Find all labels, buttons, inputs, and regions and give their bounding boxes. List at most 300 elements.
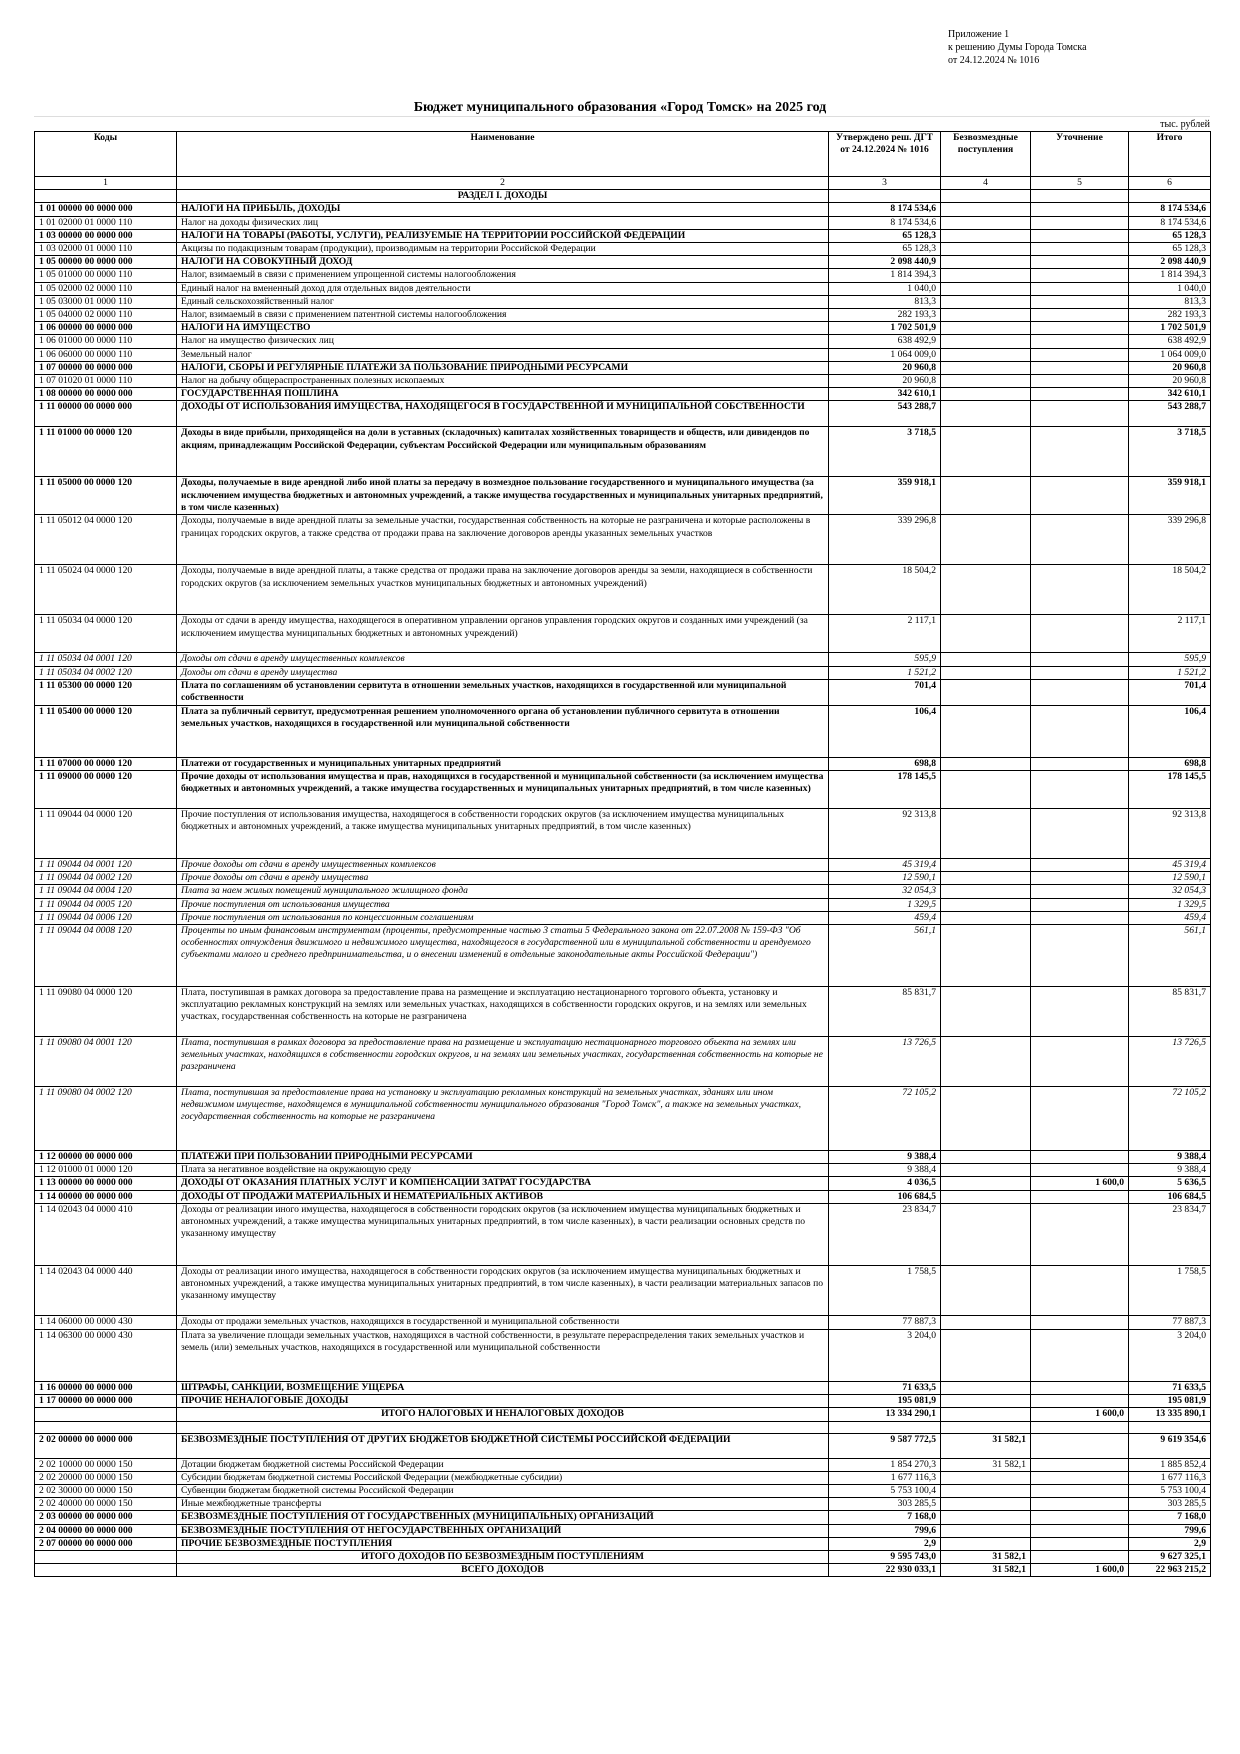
row-code: 1 11 09080 04 0000 120 [35, 987, 177, 1037]
row-approved-value: 106 684,5 [829, 1190, 941, 1203]
row-clarification-value: 1 600,0 [1031, 1177, 1129, 1190]
row-name: Единый сельскохозяйственный налог [177, 295, 829, 308]
table-row [35, 1421, 1211, 1433]
row-total-value: 71 633,5 [1129, 1381, 1211, 1394]
row-code: 1 11 01000 00 0000 120 [35, 427, 177, 477]
row-code: 2 02 30000 00 0000 150 [35, 1484, 177, 1497]
row-gratuitous-value [941, 1151, 1031, 1164]
row-approved-value: 22 930 033,1 [829, 1564, 941, 1577]
appendix-line: от 24.12.2024 № 1016 [948, 55, 1040, 66]
row-clarification-value [1031, 1484, 1129, 1497]
row-approved-value: 178 145,5 [829, 771, 941, 809]
row-total-value: 106 684,5 [1129, 1190, 1211, 1203]
row-code: 1 05 01000 00 0000 110 [35, 269, 177, 282]
row-approved-value: 459,4 [829, 911, 941, 924]
row-approved-value: 92 313,8 [829, 809, 941, 859]
table-row [35, 1433, 1211, 1458]
row-total-value: 18 504,2 [1129, 565, 1211, 615]
row-name: Единый налог на вмененный доход для отдельных видов деятельности [177, 282, 829, 295]
row-clarification-value [1031, 1151, 1129, 1164]
row-total-value: 65 128,3 [1129, 243, 1211, 256]
row-code: 1 01 00000 00 0000 000 [35, 203, 177, 216]
row-gratuitous-value [941, 477, 1031, 515]
row-gratuitous-value [941, 190, 1031, 203]
row-total-value: 1 758,5 [1129, 1265, 1211, 1315]
row-name: Субвенции бюджетам бюджетной системы Российской Федерации [177, 1484, 829, 1497]
row-approved-value: 2,9 [829, 1537, 941, 1550]
row-approved-value: 799,6 [829, 1524, 941, 1537]
row-total-value: 45 319,4 [1129, 859, 1211, 872]
table-row [35, 229, 1211, 242]
row-code: 1 11 05034 04 0000 120 [35, 615, 177, 653]
row-name: Доходы от реализации иного имущества, находящегося в собственности городских округов (за исключением имущества муниципальных бюджетных и автономных учреждений, а также имущества муниципальных унитарных предприятий, в том числе казенных), в части реализации материальных запасов по указанному имуществу [177, 1265, 829, 1315]
row-total-value: 8 174 534,6 [1129, 203, 1211, 216]
table-row [35, 565, 1211, 615]
header-total: Итого [1129, 132, 1211, 177]
row-approved-value: 12 590,1 [829, 872, 941, 885]
appendix-line: к решению Думы Города Томска [948, 42, 1087, 53]
row-name: ПЛАТЕЖИ ПРИ ПОЛЬЗОВАНИИ ПРИРОДНЫМИ РЕСУРСАМИ [177, 1151, 829, 1164]
row-total-value: 77 887,3 [1129, 1315, 1211, 1329]
row-gratuitous-value [941, 1471, 1031, 1484]
table-row [35, 282, 1211, 295]
table-row [35, 1329, 1211, 1381]
row-name: Прочие доходы от сдачи в аренду имущества [177, 872, 829, 885]
row-approved-value: 1 677 116,3 [829, 1471, 941, 1484]
row-name: ПРОЧИЕ НЕНАЛОГОВЫЕ ДОХОДЫ [177, 1395, 829, 1408]
row-code: 1 11 09080 04 0001 120 [35, 1037, 177, 1087]
row-total-value: 32 054,3 [1129, 885, 1211, 898]
row-clarification-value [1031, 1458, 1129, 1471]
row-approved-value: 45 319,4 [829, 859, 941, 872]
table-row [35, 1087, 1211, 1151]
row-approved-value: 13 726,5 [829, 1037, 941, 1087]
row-total-value: 638 492,9 [1129, 335, 1211, 348]
row-name: Проценты по иным финансовым инструментам (проценты, предусмотренные частью 3 статьи 5 Федерального закона от 22.07.2008 № 159-ФЗ "Об особенностях отчуждения движимого и недвижимого имущества, находящегося в государственной или в муниципальной собственности и арендуемого субъектами малого и среднего предпринимательства, и о внесении изменений в отдельные законодательные акты Российской Федерации") [177, 925, 829, 987]
row-total-value: 178 145,5 [1129, 771, 1211, 809]
row-gratuitous-value [941, 1484, 1031, 1497]
row-gratuitous-value [941, 309, 1031, 322]
row-total-value: 23 834,7 [1129, 1203, 1211, 1265]
row-gratuitous-value [941, 565, 1031, 615]
row-gratuitous-value [941, 322, 1031, 335]
row-name: Доходы от сдачи в аренду имущества, находящегося в оперативном управлении органов управления городских округов и созданных ими учреждений (за исключением имущества муниципальных бюджетных и автономных учреждений) [177, 615, 829, 653]
row-name: ВСЕГО ДОХОДОВ [177, 1564, 829, 1577]
row-name: Прочие доходы от сдачи в аренду имущественных комплексов [177, 859, 829, 872]
table-row [35, 809, 1211, 859]
row-clarification-value [1031, 375, 1129, 388]
table-row [35, 885, 1211, 898]
row-name: НАЛОГИ НА ПРИБЫЛЬ, ДОХОДЫ [177, 203, 829, 216]
row-gratuitous-value [941, 1395, 1031, 1408]
row-clarification-value [1031, 203, 1129, 216]
row-name: БЕЗВОЗМЕЗДНЫЕ ПОСТУПЛЕНИЯ ОТ НЕГОСУДАРСТВЕННЫХ ОРГАНИЗАЦИЙ [177, 1524, 829, 1537]
row-total-value: 92 313,8 [1129, 809, 1211, 859]
row-clarification-value [1031, 679, 1129, 705]
row-approved-value [829, 190, 941, 203]
row-total-value: 1 521,2 [1129, 666, 1211, 679]
row-name: Акцизы по подакцизным товарам (продукции), производимым на территории Российской Федерации [177, 243, 829, 256]
row-code: 2 03 00000 00 0000 000 [35, 1511, 177, 1524]
row-approved-value: 195 081,9 [829, 1395, 941, 1408]
row-approved-value: 32 054,3 [829, 885, 941, 898]
table-row [35, 666, 1211, 679]
row-total-value: 1 064 009,0 [1129, 348, 1211, 361]
table-row [35, 1395, 1211, 1408]
row-name: ДОХОДЫ ОТ ОКАЗАНИЯ ПЛАТНЫХ УСЛУГ И КОМПЕНСАЦИИ ЗАТРАТ ГОСУДАРСТВА [177, 1177, 829, 1190]
row-gratuitous-value: 31 582,1 [941, 1550, 1031, 1563]
row-clarification-value [1031, 1315, 1129, 1329]
row-code: 1 11 05400 00 0000 120 [35, 705, 177, 757]
row-name: НАЛОГИ, СБОРЫ И РЕГУЛЯРНЫЕ ПЛАТЕЖИ ЗА ПОЛЬЗОВАНИЕ ПРИРОДНЫМИ РЕСУРСАМИ [177, 361, 829, 374]
row-total-value: 20 960,8 [1129, 375, 1211, 388]
row-approved-value: 85 831,7 [829, 987, 941, 1037]
row-clarification-value [1031, 348, 1129, 361]
row-approved-value [829, 1421, 941, 1433]
row-code: 1 05 03000 01 0000 110 [35, 295, 177, 308]
row-total-value: 459,4 [1129, 911, 1211, 924]
total-row [35, 190, 1211, 203]
row-name: Доходы от сдачи в аренду имущества [177, 666, 829, 679]
header-clarification: Уточнение [1031, 132, 1129, 177]
table-row [35, 757, 1211, 770]
table-row [35, 401, 1211, 427]
row-gratuitous-value [941, 1421, 1031, 1433]
row-total-value: 20 960,8 [1129, 361, 1211, 374]
table-row [35, 1037, 1211, 1087]
row-total-value: 106,4 [1129, 705, 1211, 757]
row-approved-value: 13 334 290,1 [829, 1408, 941, 1421]
row-name: РАЗДЕЛ I. ДОХОДЫ [177, 190, 829, 203]
row-name: Налог, взимаемый в связи с применением упрощенной системы налогообложения [177, 269, 829, 282]
row-code: 1 11 05034 04 0001 120 [35, 653, 177, 666]
row-name: Прочие доходы от использования имущества и прав, находящихся в государственной и муниципальной собственности (за исключением имущества бюджетных и автономных учреждений, а также имущества государственных и муниципальных унитарных предприятий, в том числе казенных) [177, 771, 829, 809]
row-approved-value: 9 388,4 [829, 1164, 941, 1177]
row-name: Субсидии бюджетам бюджетной системы Российской Федерации (межбюджетные субсидии) [177, 1471, 829, 1484]
row-gratuitous-value [941, 705, 1031, 757]
row-code: 1 07 00000 00 0000 000 [35, 361, 177, 374]
row-total-value: 359 918,1 [1129, 477, 1211, 515]
row-gratuitous-value [941, 243, 1031, 256]
row-approved-value: 71 633,5 [829, 1381, 941, 1394]
table-row [35, 295, 1211, 308]
row-approved-value: 1 064 009,0 [829, 348, 941, 361]
row-total-value: 1 040,0 [1129, 282, 1211, 295]
row-code: 1 11 05012 04 0000 120 [35, 515, 177, 565]
table-row [35, 925, 1211, 987]
row-total-value: 3 204,0 [1129, 1329, 1211, 1381]
table-row [35, 1511, 1211, 1524]
row-name [177, 1421, 829, 1433]
row-clarification-value [1031, 911, 1129, 924]
row-gratuitous-value [941, 216, 1031, 229]
row-approved-value: 106,4 [829, 705, 941, 757]
row-clarification-value [1031, 1265, 1129, 1315]
row-name: ГОСУДАРСТВЕННАЯ ПОШЛИНА [177, 388, 829, 401]
header-gratuitous: Безвозмездные поступления [941, 132, 1031, 177]
row-approved-value: 1 758,5 [829, 1265, 941, 1315]
row-total-value: 799,6 [1129, 1524, 1211, 1537]
row-approved-value: 72 105,2 [829, 1087, 941, 1151]
row-clarification-value [1031, 925, 1129, 987]
row-total-value: 1 329,5 [1129, 898, 1211, 911]
row-clarification-value [1031, 757, 1129, 770]
row-clarification-value: 1 600,0 [1031, 1564, 1129, 1577]
row-name: Доходы, получаемые в виде арендной либо иной платы за передачу в возмездное пользование государственного и муниципального имущества (за исключением имущества бюджетных и автономных учреждений, а также имущества государственных и муниципальных унитарных предприятий, в том числе казенных) [177, 477, 829, 515]
row-name: Платежи от государственных и муниципальных унитарных предприятий [177, 757, 829, 770]
row-clarification-value [1031, 1511, 1129, 1524]
table-row [35, 1177, 1211, 1190]
row-total-value [1129, 1421, 1211, 1433]
row-gratuitous-value [941, 653, 1031, 666]
table-row [35, 1203, 1211, 1265]
row-code: 2 04 00000 00 0000 000 [35, 1524, 177, 1537]
row-approved-value: 359 918,1 [829, 477, 941, 515]
row-gratuitous-value [941, 1498, 1031, 1511]
row-clarification-value [1031, 229, 1129, 242]
row-clarification-value [1031, 1164, 1129, 1177]
row-approved-value: 1 521,2 [829, 666, 941, 679]
row-approved-value: 561,1 [829, 925, 941, 987]
row-code: 1 01 02000 01 0000 110 [35, 216, 177, 229]
table-row [35, 898, 1211, 911]
row-approved-value: 8 174 534,6 [829, 203, 941, 216]
row-clarification-value [1031, 388, 1129, 401]
row-gratuitous-value [941, 615, 1031, 653]
table-row [35, 515, 1211, 565]
row-code: 1 11 09044 04 0005 120 [35, 898, 177, 911]
row-approved-value: 7 168,0 [829, 1511, 941, 1524]
row-approved-value: 2 117,1 [829, 615, 941, 653]
table-row [35, 987, 1211, 1037]
row-clarification-value [1031, 1395, 1129, 1408]
row-gratuitous-value [941, 925, 1031, 987]
row-code: 1 14 00000 00 0000 000 [35, 1190, 177, 1203]
row-code: 1 11 09044 04 0008 120 [35, 925, 177, 987]
budget-table [34, 131, 1211, 1577]
row-name: Налог, взимаемый в связи с применением патентной системы налогообложения [177, 309, 829, 322]
column-number: 6 [1129, 177, 1211, 190]
row-gratuitous-value [941, 1177, 1031, 1190]
row-gratuitous-value [941, 1408, 1031, 1421]
row-clarification-value [1031, 771, 1129, 809]
row-clarification-value [1031, 361, 1129, 374]
row-code: 1 13 00000 00 0000 000 [35, 1177, 177, 1190]
table-row [35, 1537, 1211, 1550]
row-name: Доходы от продажи земельных участков, находящихся в государственной и муниципальной собственности [177, 1315, 829, 1329]
row-total-value: 9 619 354,6 [1129, 1433, 1211, 1458]
table-row [35, 615, 1211, 653]
row-code: 1 11 09044 04 0001 120 [35, 859, 177, 872]
row-total-value: 813,3 [1129, 295, 1211, 308]
row-approved-value: 595,9 [829, 653, 941, 666]
row-total-value: 13 335 890,1 [1129, 1408, 1211, 1421]
row-total-value: 9 388,4 [1129, 1164, 1211, 1177]
row-name: НАЛОГИ НА ИМУЩЕСТВО [177, 322, 829, 335]
row-gratuitous-value [941, 679, 1031, 705]
row-code: 1 05 00000 00 0000 000 [35, 256, 177, 269]
row-total-value: 195 081,9 [1129, 1395, 1211, 1408]
row-clarification-value [1031, 565, 1129, 615]
row-total-value: 339 296,8 [1129, 515, 1211, 565]
row-gratuitous-value [941, 282, 1031, 295]
table-row [35, 361, 1211, 374]
row-total-value: 8 174 534,6 [1129, 216, 1211, 229]
row-approved-value: 65 128,3 [829, 243, 941, 256]
row-gratuitous-value [941, 361, 1031, 374]
table-row [35, 348, 1211, 361]
row-total-value: 2 098 440,9 [1129, 256, 1211, 269]
row-code: 1 14 02043 04 0000 440 [35, 1265, 177, 1315]
row-approved-value: 282 193,3 [829, 309, 941, 322]
row-clarification-value [1031, 256, 1129, 269]
row-name: Доходы, получаемые в виде арендной платы, а также средства от продажи права на заключение договоров аренды за земли, находящиеся в собственности городских округов (за исключением земельных участков муниципальных бюджетных и автономных учреждений) [177, 565, 829, 615]
row-gratuitous-value [941, 1190, 1031, 1203]
row-gratuitous-value [941, 1037, 1031, 1087]
row-name: Доходы от сдачи в аренду имущественных комплексов [177, 653, 829, 666]
table-row [35, 859, 1211, 872]
table-row [35, 1484, 1211, 1497]
row-approved-value: 638 492,9 [829, 335, 941, 348]
row-code: 1 11 00000 00 0000 000 [35, 401, 177, 427]
row-name: ШТРАФЫ, САНКЦИИ, ВОЗМЕЩЕНИЕ УЩЕРБА [177, 1381, 829, 1394]
row-code [35, 190, 177, 203]
column-number: 5 [1031, 177, 1129, 190]
row-gratuitous-value [941, 1164, 1031, 1177]
row-approved-value: 3 718,5 [829, 427, 941, 477]
table-row [35, 388, 1211, 401]
row-code: 2 02 40000 00 0000 150 [35, 1498, 177, 1511]
row-gratuitous-value [941, 1265, 1031, 1315]
row-name: Плата за наем жилых помещений муниципального жилищного фонда [177, 885, 829, 898]
row-name: БЕЗВОЗМЕЗДНЫЕ ПОСТУПЛЕНИЯ ОТ ДРУГИХ БЮДЖЕТОВ БЮДЖЕТНОЙ СИСТЕМЫ РОССИЙСКОЙ ФЕДЕРАЦИИ [177, 1433, 829, 1458]
row-total-value: 2 117,1 [1129, 615, 1211, 653]
table-row [35, 1151, 1211, 1164]
unit-label: тыс. рублей [1160, 119, 1210, 130]
column-number: 3 [829, 177, 941, 190]
row-code: 1 11 07000 00 0000 120 [35, 757, 177, 770]
row-approved-value: 9 587 772,5 [829, 1433, 941, 1458]
row-gratuitous-value: 31 582,1 [941, 1433, 1031, 1458]
row-name: Прочие поступления от использования имущества [177, 898, 829, 911]
row-total-value: 1 814 394,3 [1129, 269, 1211, 282]
row-name: ИТОГО ДОХОДОВ ПО БЕЗВОЗМЕЗДНЫМ ПОСТУПЛЕНИЯМ [177, 1550, 829, 1563]
row-approved-value: 23 834,7 [829, 1203, 941, 1265]
table-row [35, 653, 1211, 666]
row-total-value: 2,9 [1129, 1537, 1211, 1550]
row-total-value: 282 193,3 [1129, 309, 1211, 322]
row-name: Налог на добычу общераспространенных полезных ископаемых [177, 375, 829, 388]
table-row [35, 375, 1211, 388]
row-gratuitous-value [941, 911, 1031, 924]
row-gratuitous-value [941, 1315, 1031, 1329]
row-total-value: 1 885 852,4 [1129, 1458, 1211, 1471]
appendix-note [948, 28, 1087, 67]
row-name: Плата за негативное воздействие на окружающую среду [177, 1164, 829, 1177]
row-code: 1 06 06000 00 0000 110 [35, 348, 177, 361]
row-clarification-value [1031, 809, 1129, 859]
row-name: Плата за публичный сервитут, предусмотренная решением уполномоченного органа об установлении публичного сервитута в отношении земельных участков, находящихся в государственной или муниципальной собственности [177, 705, 829, 757]
row-gratuitous-value: 31 582,1 [941, 1564, 1031, 1577]
row-name: Земельный налог [177, 348, 829, 361]
row-clarification-value [1031, 1537, 1129, 1550]
row-approved-value: 1 814 394,3 [829, 269, 941, 282]
table-row [35, 872, 1211, 885]
row-gratuitous-value [941, 898, 1031, 911]
column-number: 2 [177, 177, 829, 190]
row-clarification-value [1031, 1037, 1129, 1087]
row-gratuitous-value [941, 1524, 1031, 1537]
row-name: Прочие поступления от использования по концессионным соглашениям [177, 911, 829, 924]
row-approved-value: 3 204,0 [829, 1329, 941, 1381]
row-code: 1 11 05300 00 0000 120 [35, 679, 177, 705]
row-name: ИТОГО НАЛОГОВЫХ И НЕНАЛОГОВЫХ ДОХОДОВ [177, 1408, 829, 1421]
row-code [35, 1564, 177, 1577]
row-gratuitous-value [941, 229, 1031, 242]
row-approved-value: 20 960,8 [829, 361, 941, 374]
row-name: Доходы от реализации иного имущества, находящегося в собственности городских округов (за исключением имущества муниципальных бюджетных и автономных учреждений, а также имущества муниципальных унитарных предприятий, в том числе казенных), в части реализации основных средств по указанному имуществу [177, 1203, 829, 1265]
row-total-value: 1 677 116,3 [1129, 1471, 1211, 1484]
row-code: 1 12 01000 01 0000 120 [35, 1164, 177, 1177]
row-total-value: 3 718,5 [1129, 427, 1211, 477]
row-total-value: 72 105,2 [1129, 1087, 1211, 1151]
row-clarification-value [1031, 269, 1129, 282]
header-approved: Утверждено реш. ДГТ от 24.12.2024 № 1016 [829, 132, 941, 177]
table-row [35, 203, 1211, 216]
row-clarification-value: 1 600,0 [1031, 1408, 1129, 1421]
row-code: 1 16 00000 00 0000 000 [35, 1381, 177, 1394]
row-name: Дотации бюджетам бюджетной системы Российской Федерации [177, 1458, 829, 1471]
row-clarification-value [1031, 987, 1129, 1037]
row-code [35, 1550, 177, 1563]
row-gratuitous-value [941, 203, 1031, 216]
row-gratuitous-value [941, 348, 1031, 361]
row-total-value: 543 288,7 [1129, 401, 1211, 427]
total-row [35, 1550, 1211, 1563]
row-code: 1 11 09044 04 0006 120 [35, 911, 177, 924]
row-clarification-value [1031, 282, 1129, 295]
row-gratuitous-value [941, 1537, 1031, 1550]
column-number-row [35, 177, 1211, 190]
row-approved-value: 698,8 [829, 757, 941, 770]
row-approved-value: 303 285,5 [829, 1498, 941, 1511]
row-code: 2 07 00000 00 0000 000 [35, 1537, 177, 1550]
row-code [35, 1421, 177, 1433]
row-gratuitous-value: 31 582,1 [941, 1458, 1031, 1471]
row-clarification-value [1031, 335, 1129, 348]
table-row [35, 1524, 1211, 1537]
row-code: 1 03 02000 01 0000 110 [35, 243, 177, 256]
row-code: 1 11 05024 04 0000 120 [35, 565, 177, 615]
row-name: Налог на имущество физических лиц [177, 335, 829, 348]
table-row [35, 309, 1211, 322]
row-clarification-value [1031, 309, 1129, 322]
row-approved-value: 9 388,4 [829, 1151, 941, 1164]
row-name: Плата, поступившая в рамках договора за предоставление права на размещение и эксплуатацию нестационарного торгового объекта на землях или земельных участках, находящихся в собственности городских округов, и на землях или земельных участках, государственная собственность на которые не разграничена [177, 1037, 829, 1087]
row-code: 1 07 01020 01 0000 110 [35, 375, 177, 388]
row-total-value: 9 627 325,1 [1129, 1550, 1211, 1563]
row-total-value: 701,4 [1129, 679, 1211, 705]
row-gratuitous-value [941, 295, 1031, 308]
row-gratuitous-value [941, 388, 1031, 401]
table-row [35, 1471, 1211, 1484]
table-row [35, 1458, 1211, 1471]
row-code: 1 06 00000 00 0000 000 [35, 322, 177, 335]
row-total-value: 5 636,5 [1129, 1177, 1211, 1190]
header-codes: Коды [35, 132, 177, 177]
row-gratuitous-value [941, 757, 1031, 770]
row-approved-value: 65 128,3 [829, 229, 941, 242]
